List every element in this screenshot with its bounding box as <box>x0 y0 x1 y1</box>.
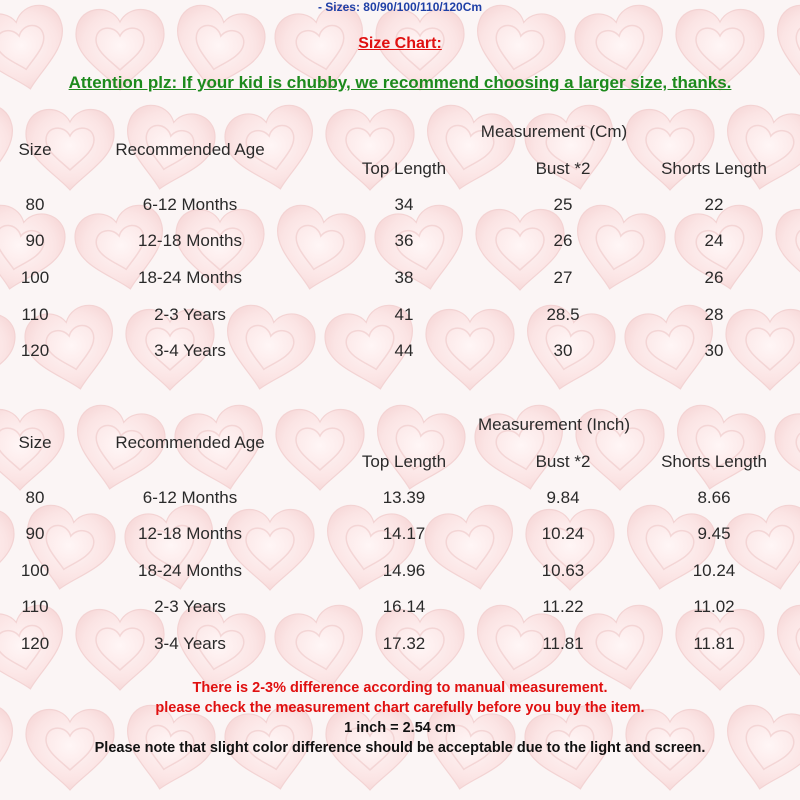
cell-age: 18-24 Months <box>138 268 242 287</box>
cell-size: 120 <box>20 634 50 653</box>
cell-bust: 28.5 <box>546 305 580 324</box>
header-size: Size <box>18 140 52 159</box>
cell-age: 12-18 Months <box>138 231 242 250</box>
cell-top-length: 14.96 <box>382 561 426 580</box>
header-bust: Bust *2 <box>535 159 591 178</box>
cell-top-length: 44 <box>394 341 414 360</box>
cell-top-length: 36 <box>394 231 414 250</box>
cell-size: 80 <box>25 195 45 214</box>
cell-top-length: 34 <box>394 195 414 214</box>
note-inch-conversion: 1 inch = 2.54 cm <box>344 720 456 736</box>
cell-top-length: 41 <box>394 305 414 324</box>
note-color-difference: Please note that slight color difference should be acceptable due to the light and screen. <box>94 740 706 756</box>
cell-size: 90 <box>25 524 45 543</box>
sizes-line: - Sizes: 80/90/100/110/120Cm <box>317 0 483 14</box>
cell-age: 2-3 Years <box>154 597 226 616</box>
attention-note: Attention plz: If your kid is chubby, we recommend choosing a larger size, thanks. <box>68 73 732 92</box>
cell-size: 120 <box>20 341 50 360</box>
cell-bust: 27 <box>553 268 573 287</box>
cell-top-length: 17.32 <box>382 634 426 653</box>
cell-size: 100 <box>20 561 50 580</box>
cell-bust: 9.84 <box>546 488 580 507</box>
cell-age: 6-12 Months <box>142 488 238 507</box>
cell-size: 90 <box>25 231 45 250</box>
measurement-label-inch: Measurement (Inch) <box>477 415 631 434</box>
header-top-length: Top Length <box>361 452 447 471</box>
cell-size: 110 <box>21 597 49 616</box>
cell-size: 110 <box>21 305 49 324</box>
cell-bust: 10.63 <box>541 561 585 580</box>
cell-size: 80 <box>25 488 45 507</box>
cell-shorts-length: 10.24 <box>692 561 736 580</box>
cell-age: 3-4 Years <box>154 634 226 653</box>
note-difference: There is 2-3% difference according to manual measurement. <box>192 680 608 696</box>
cell-shorts-length: 8.66 <box>697 488 731 507</box>
cell-top-length: 14.17 <box>382 524 426 543</box>
note-check-chart: please check the measurement chart carefully before you buy the item. <box>155 700 645 716</box>
cell-size: 100 <box>20 268 50 287</box>
cell-bust: 30 <box>553 341 573 360</box>
header-shorts-length: Shorts Length <box>661 159 767 178</box>
cell-bust: 11.81 <box>542 634 584 653</box>
cell-bust: 25 <box>553 195 573 214</box>
cell-shorts-length: 9.45 <box>697 524 731 543</box>
cell-shorts-length: 22 <box>704 195 724 214</box>
cell-age: 3-4 Years <box>154 341 226 360</box>
cell-top-length: 13.39 <box>382 488 426 507</box>
header-shorts-length: Shorts Length <box>661 452 767 471</box>
measurement-label-cm: Measurement (Cm) <box>480 122 628 141</box>
header-recommended-age: Recommended Age <box>115 433 265 452</box>
cell-age: 18-24 Months <box>138 561 242 580</box>
cell-shorts-length: 11.02 <box>693 597 735 616</box>
header-bust: Bust *2 <box>535 452 591 471</box>
header-top-length: Top Length <box>361 159 447 178</box>
cell-bust: 10.24 <box>541 524 585 543</box>
header-size: Size <box>18 433 52 452</box>
header-recommended-age: Recommended Age <box>115 140 265 159</box>
cell-bust: 26 <box>553 231 573 250</box>
size-chart-title: Size Chart: <box>358 35 442 52</box>
cell-shorts-length: 11.81 <box>693 634 735 653</box>
cell-top-length: 38 <box>394 268 414 287</box>
cell-shorts-length: 26 <box>704 268 724 287</box>
cell-bust: 11.22 <box>542 597 584 616</box>
cell-shorts-length: 28 <box>704 305 724 324</box>
cell-top-length: 16.14 <box>382 597 426 616</box>
cell-shorts-length: 24 <box>704 231 724 250</box>
cell-age: 12-18 Months <box>138 524 242 543</box>
cell-age: 6-12 Months <box>142 195 238 214</box>
cell-age: 2-3 Years <box>154 305 226 324</box>
cell-shorts-length: 30 <box>704 341 724 360</box>
